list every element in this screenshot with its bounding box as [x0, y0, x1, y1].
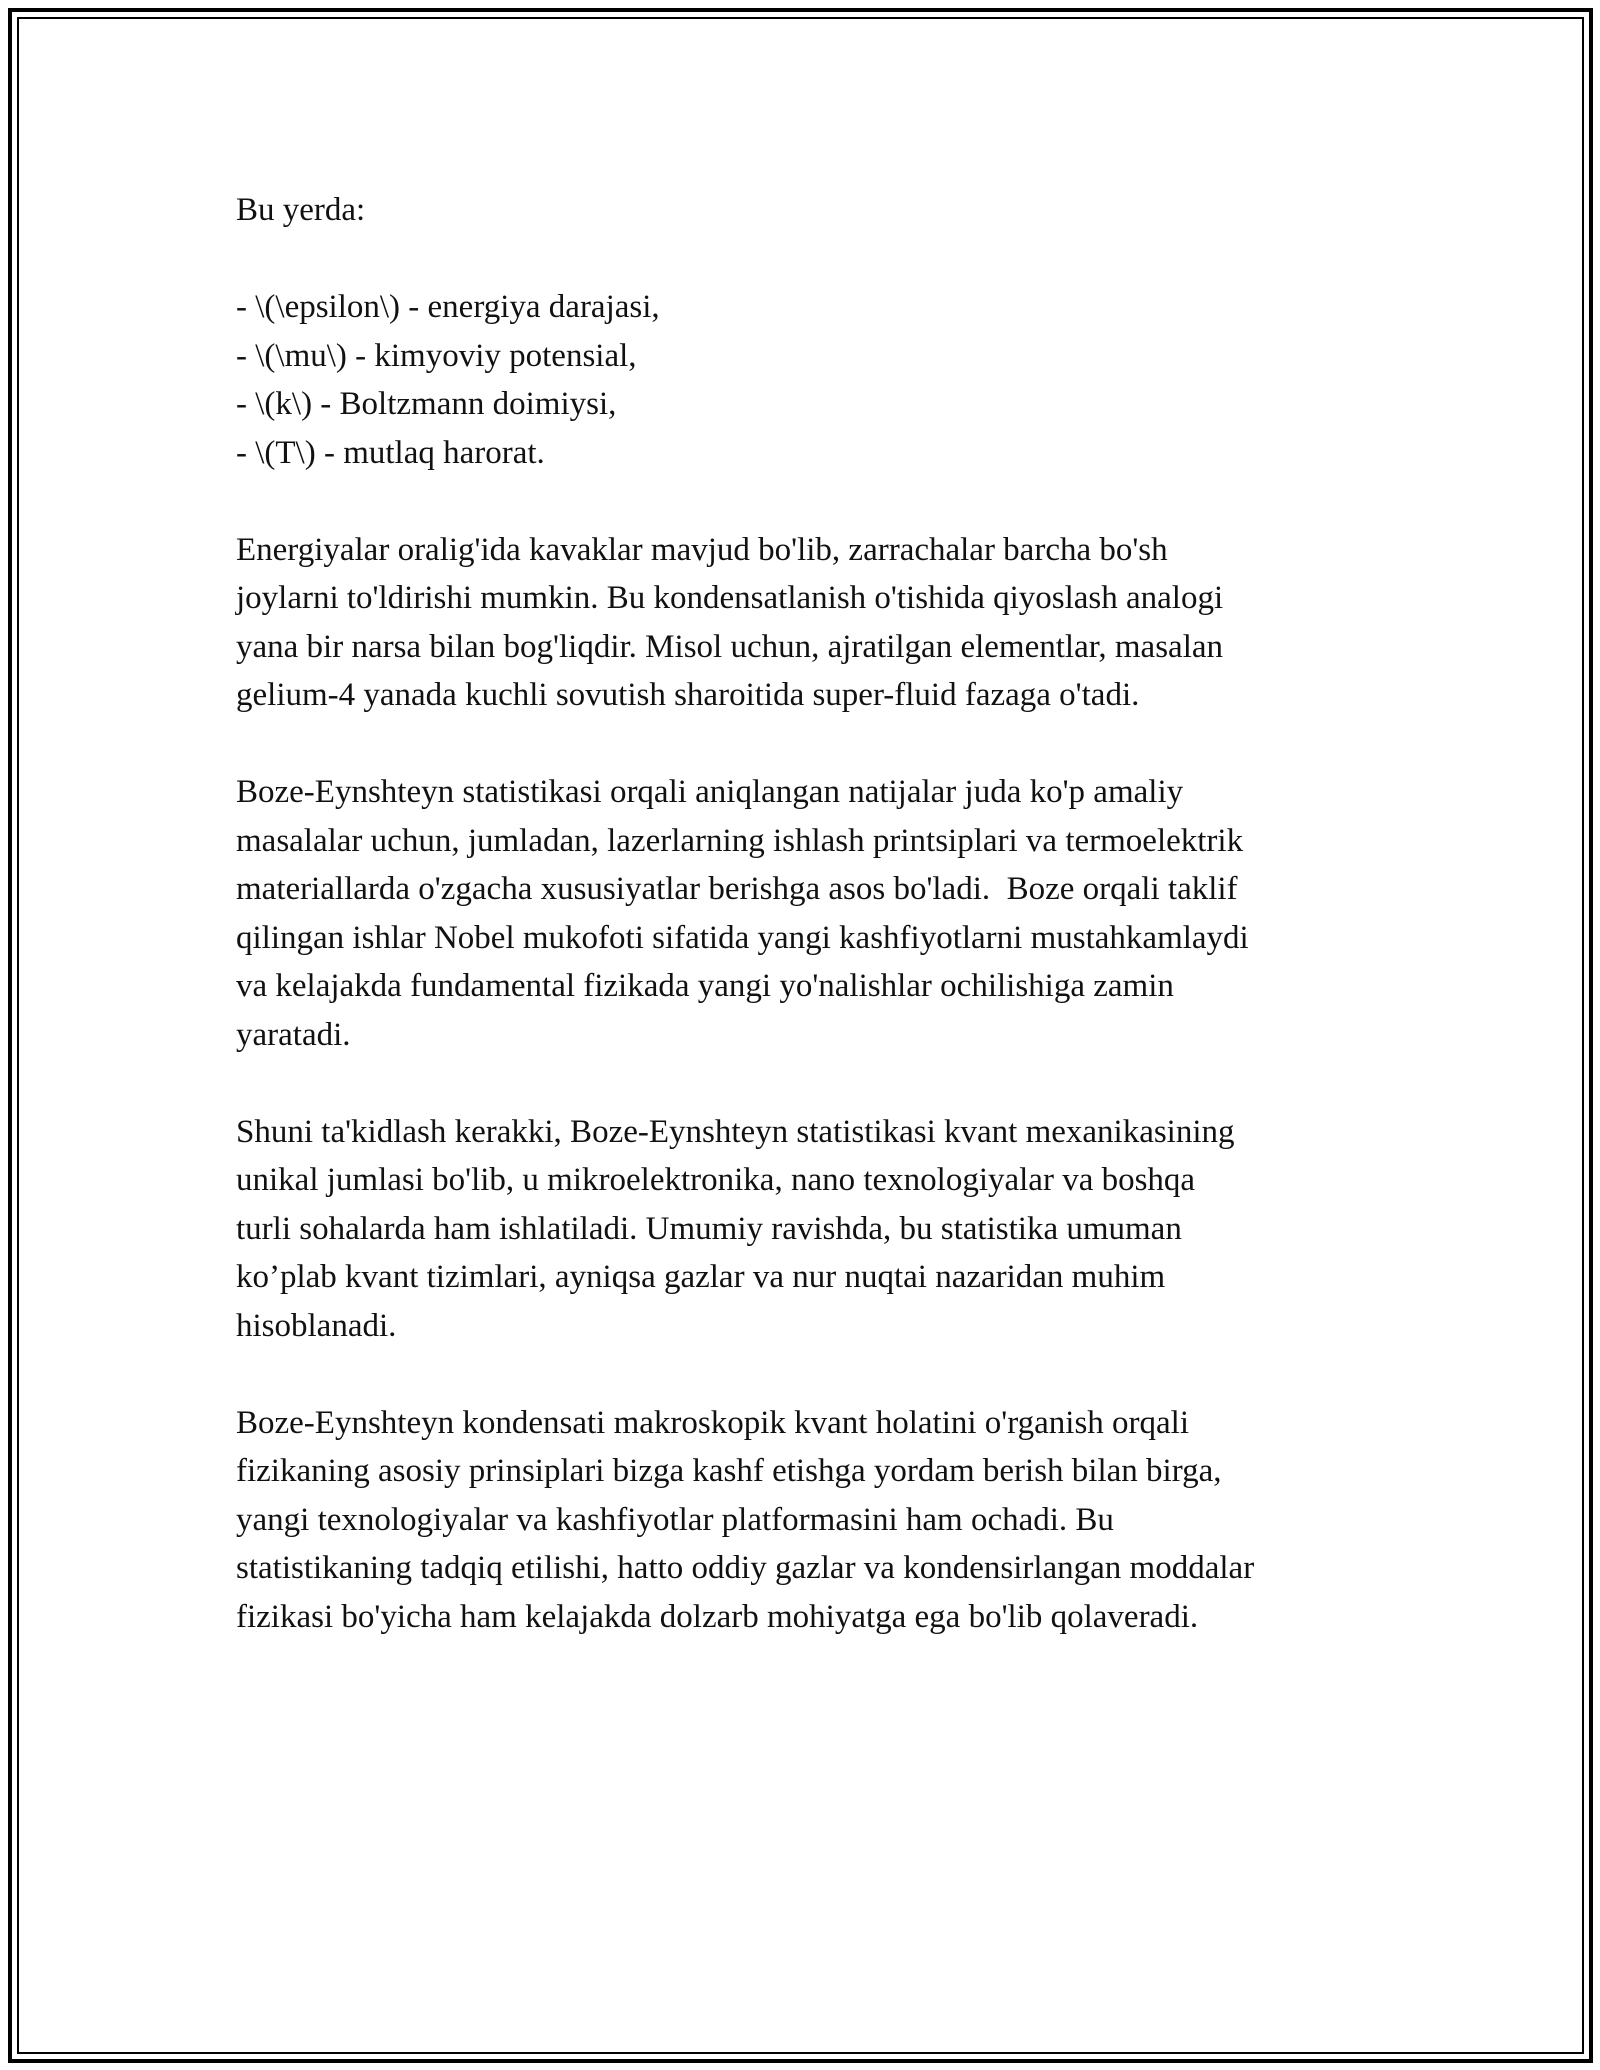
- document-body: [236, 186, 1396, 1690]
- definition-list: [236, 283, 1396, 477]
- paragraph-energy-gaps: Energiyalar oralig'ida kavaklar mavjud bo'lib, zarrachalar barcha bo'sh joylarni to'ldirishi mumkin. Bu kondensatlanish o'tishida qiyoslash analogi yana bir narsa bilan bog'liqdir. Misol uchun, ajratilgan elementlar, masalan gelium-4 yanada kuchli sovutish sharoitida super-fluid fazaga o'tadi.: [236, 531, 1224, 713]
- definition-mu: - \(\mu\) - kimyoviy potensial,: [236, 337, 637, 374]
- paragraph-applications: Boze-Eynshteyn statistikasi orqali aniqlangan natijalar juda ko'p amaliy masalalar uchun, jumladan, lazerlarning ishlash printsiplari va termoelektrik materiallarda o'zgacha xususiyatlar berishga asos bo'ladi. Boze orqali taklif qilingan ishlar Nobel mukofoti sifatida yangi kashfiyotlarni mustahkamlaydi va kelajakda fundamental fizikada yangi yo'nalishlar ochilishiga zamin yaratadi.: [236, 774, 1249, 1053]
- intro-label: Bu yerda:: [236, 192, 366, 228]
- definition-t: - \(T\) - mutlaq harorat.: [236, 434, 545, 471]
- definition-k: - \(k\) - Boltzmann doimiysi,: [236, 386, 617, 422]
- paragraph-significance: Shuni ta'kidlash kerakki, Boze-Eynshteyn statistikasi kvant mexanikasining unikal jumlasi bo'lib, u mikroelektronika, nano texnologiyalar va boshqa turli sohalarda ham ishlatiladi. Umumiy ravishda, bu statistika umuman ko’plab kvant tizimlari, ayniqsa gazlar va nur nuqtai nazaridan muhim hisoblanadi.: [236, 1113, 1235, 1344]
- paragraph-condensate: Boze-Eynshteyn kondensati makroskopik kvant holatini o'rganish orqali fizikaning asosiy prinsiplari bizga kashf etishga yordam berish bilan birga, yangi texnologiyalar va kashfiyotlar platformasini ham ochadi. Bu statistikaning tadqiq etilishi, hatto oddiy gazlar va kondensirlangan moddalar fizikasi bo'yicha ham kelajakda dolzarb mohiyatga ega bo'lib qolaveradi.: [236, 1404, 1255, 1635]
- definition-epsilon: - \(\epsilon\) - energiya darajasi,: [236, 289, 660, 325]
